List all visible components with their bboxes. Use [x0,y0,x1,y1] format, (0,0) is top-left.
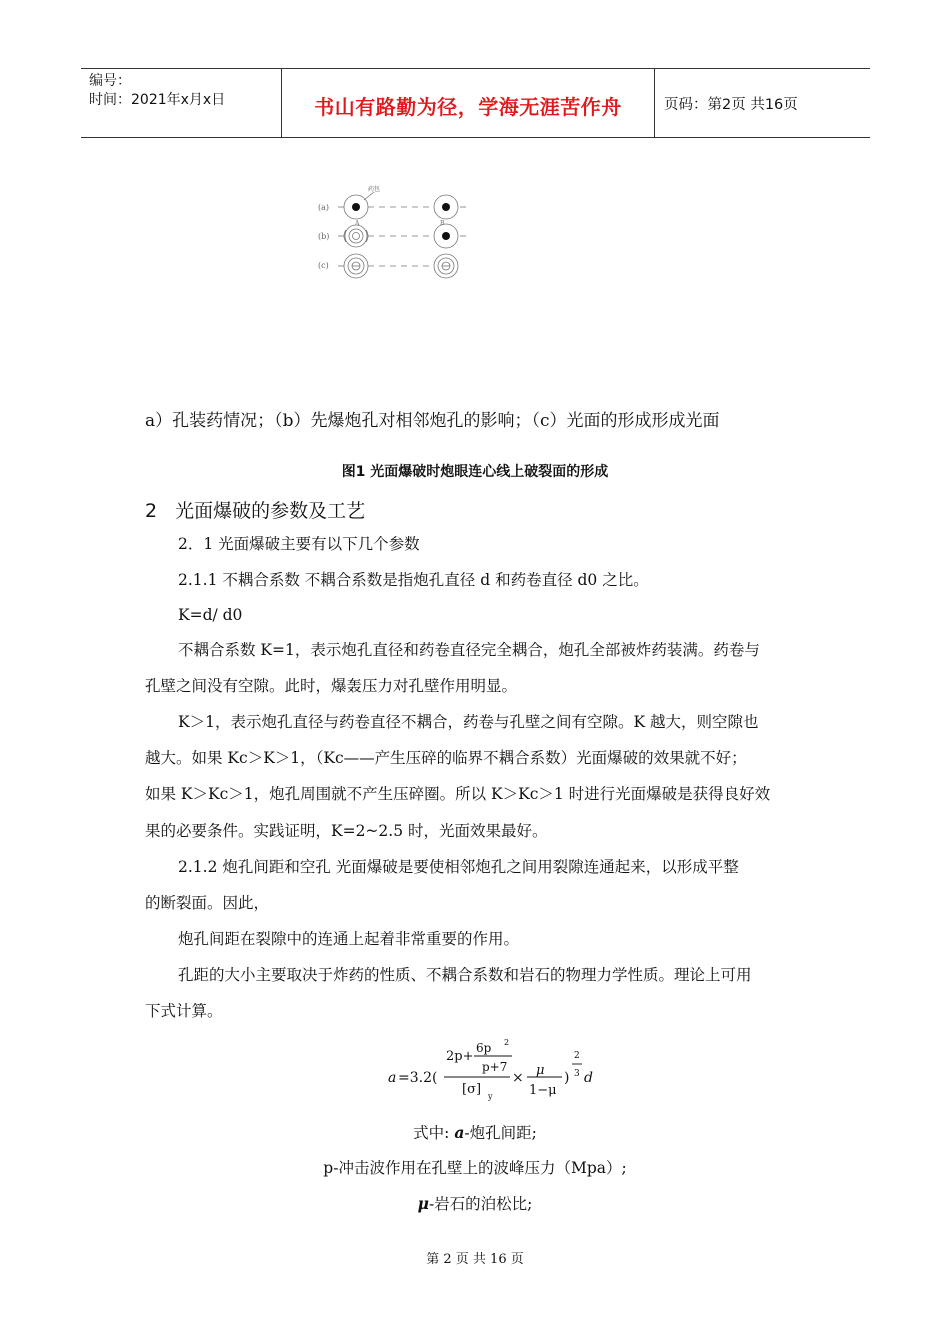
header-divider [654,69,655,137]
charge-dot [352,203,360,211]
paragraph: 孔壁之间没有空隙。此时，爆轰压力对孔壁作用明显。 [145,677,518,695]
section-title: 光面爆破的参数及工艺 [175,500,366,522]
row-label-b: (b) [318,232,330,241]
formula-inner-den: p+7 [482,1060,508,1074]
formula-num-top: 2p+ [446,1049,474,1064]
hole-label-b: B [440,220,445,227]
paragraph: K=d/ d0 [178,606,243,624]
paragraph: 越大。如果 Kc＞K＞1，（Kc——产生压碎的临界不耦合系数）光面爆破的效果就不好； [145,749,747,767]
paragraph: 2.1.1 不耦合系数 不耦合系数是指炮孔直径 d 和药卷直径 d0 之比。 [178,571,649,589]
formula-exp-den: 3 [574,1069,580,1079]
symbol-mu: μ [417,1194,429,1213]
date-label: 时间：2021年x月x日 [89,92,226,108]
section-heading [145,496,365,523]
paragraph: 2．1 光面爆破主要有以下几个参数 [178,535,420,553]
number-label: 编号： [89,73,131,89]
paragraph: 果的必要条件。实践证明，K=2~2.5 时，光面效果最好。 [145,822,548,840]
formula-den-sub: y [488,1092,493,1101]
hole-label-a: A [355,220,360,227]
definition-mu [0,1192,950,1214]
blast-hole-figure [312,182,472,282]
paragraph: 下式计算。 [145,1002,223,1020]
charge-dot [442,232,450,240]
spacing-formula [384,1036,614,1108]
definition-mu-text: -岩石的泊松比; [428,1195,533,1213]
formula-inner-exp: 2 [504,1038,510,1047]
paragraph: 不耦合系数 K=1，表示炮孔直径和药卷直径完全耦合，炮孔全部被炸药装满。药卷与 [178,641,760,659]
definition-a [0,1121,950,1143]
formula-mu-den: 1−μ [529,1083,557,1098]
formula-d: d [584,1070,593,1086]
section-number: 2 [145,500,158,522]
definition-p: p-冲击波作用在孔壁上的波峰压力（Mpa）; [323,1159,627,1177]
formula-mu-num: μ [536,1063,545,1078]
paragraph: 2.1.2 炮孔间距和空孔 光面爆破是要使相邻炮孔之间用裂隙连通起来，以形成平整 [178,858,739,876]
row-label-a: (a) [318,203,330,212]
formula-close: ) [564,1070,570,1086]
definition-a-text: -炮孔间距; [464,1124,537,1142]
figure-legend: a）孔装药情况；（b）先爆炮孔对相邻炮孔的影响；（c）光面的形成形成光面 [145,411,720,431]
header-meta [89,72,225,110]
symbol-a: a [454,1123,465,1142]
formula-times: × [512,1070,524,1086]
figure-caption: 图1 光面爆破时炮眼连心线上破裂面的形成 [341,464,609,480]
page-footer: 第 2 页 共 16 页 [426,1252,524,1267]
header-motto: 书山有路勤为径，学海无涯苦作舟 [314,95,622,119]
row-label-c: (c) [318,261,329,270]
charge-label: 药包 [368,186,381,193]
paragraph: 的断裂面。因此， [145,894,270,912]
where-prefix: 式中: [413,1124,455,1142]
paragraph: K＞1，表示炮孔直径与药卷直径不耦合，药卷与孔壁之间有空隙。K 越大，则空隙也 [178,713,759,731]
formula-inner-num: 6p [476,1041,492,1055]
paragraph: 炮孔间距在裂隙中的连通上起着非常重要的作用。 [178,930,520,948]
paragraph: 孔距的大小主要取决于炸药的性质、不耦合系数和岩石的物理力学性质。理论上可用 [178,966,752,984]
header-page-info: 页码：第2页 共16页 [664,97,798,113]
paragraph: 如果 K＞Kc＞1，炮孔周围就不产生压碎圈。所以 K＞Kc＞1 时进行光面爆破是获得良好效 [145,785,771,803]
formula-eq: =3.2( [398,1070,438,1086]
formula-den: [σ] [462,1082,482,1097]
formula-exp-num: 2 [574,1051,580,1061]
page-header [81,68,870,138]
formula-lhs: a [388,1070,397,1086]
charge-dot [442,203,450,211]
